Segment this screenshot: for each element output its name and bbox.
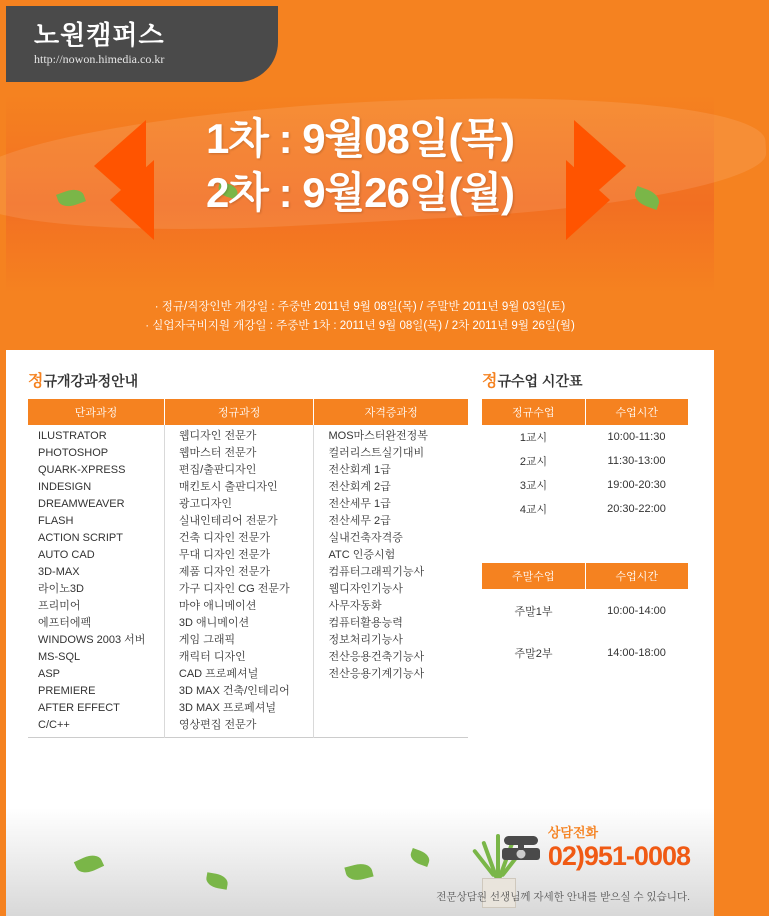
- list-item: 실내인테리어 전문가: [178, 515, 278, 527]
- course-header-1: 정규과정: [164, 399, 314, 425]
- list-item: 정보처리기능사: [328, 634, 403, 646]
- hero-line-1: 1차 : 9월08일(목): [205, 115, 515, 162]
- list-item: CAD 프로페셔널: [178, 668, 259, 680]
- footer-note: 전문상담원 선생님께 자세한 안내를 받으실 수 있습니다.: [436, 891, 690, 903]
- list-item: 컴퓨터그래픽기능사: [328, 566, 425, 578]
- weekend-header-0: 주말수업: [482, 563, 585, 589]
- list-item: 전산회계 1급: [328, 464, 391, 476]
- list-item: QUARK-XPRESS: [38, 464, 126, 476]
- notice-strip: [6, 294, 714, 350]
- table-row: [482, 589, 688, 623]
- list-item: PREMIERE: [38, 685, 96, 697]
- list-item: 전산세무 1급: [328, 498, 391, 510]
- weekend-header-row: [482, 563, 688, 589]
- hero-line-2: 2차 : 9월26일(월): [205, 169, 515, 216]
- weekday-time: 20:30-22:00: [607, 503, 666, 515]
- weekend-time: 10:00-14:00: [607, 605, 666, 617]
- list-item: ATC 인증시험: [328, 549, 396, 561]
- table-row: [482, 425, 688, 449]
- schedule-title-rest: 규수업 시간표: [497, 373, 583, 389]
- list-item: 프리미어: [38, 600, 81, 612]
- list-item: 마야 애니메이션: [178, 600, 257, 612]
- weekday-time: 19:00-20:30: [607, 479, 666, 491]
- list-item: 전산회계 2급: [328, 481, 391, 493]
- course-title-first-char: 정: [28, 373, 44, 390]
- list-item: PHOTOSHOP: [38, 447, 109, 459]
- list-item: 웹디자인기능사: [328, 583, 403, 595]
- list-item: MOS마스터완전정복: [328, 430, 428, 442]
- course-col-single: [28, 425, 164, 738]
- course-header-2: 자격증과정: [314, 399, 468, 425]
- schedule-title-first-char: 정: [482, 373, 498, 390]
- list-item: 가구 디자인 CG 전문가: [178, 583, 290, 595]
- list-item: 광고디자인: [178, 498, 233, 510]
- weekday-period: 1교시: [519, 432, 548, 444]
- list-item: DREAMWEAVER: [38, 498, 125, 510]
- table-row: [482, 497, 688, 521]
- phone-number[interactable]: 02)951-0008: [547, 841, 690, 871]
- list-item: AUTO CAD: [38, 549, 95, 561]
- phone-label: 상담전화: [547, 825, 599, 840]
- list-item: MS-SQL: [38, 651, 81, 663]
- weekday-header-0: 정규수업: [482, 399, 585, 425]
- weekday-header-row: [482, 399, 688, 425]
- list-item: 웹마스터 전문가: [178, 447, 257, 459]
- list-item: FLASH: [38, 515, 74, 527]
- table-row: [482, 473, 688, 497]
- campus-logo-tab: [6, 6, 278, 82]
- weekday-schedule-table: [482, 399, 688, 521]
- course-col-certificate: [314, 425, 468, 738]
- list-item: 캐릭터 디자인: [178, 651, 246, 663]
- list-item: 3D-MAX: [38, 566, 80, 578]
- leaf-icon: [74, 851, 104, 876]
- weekday-period: 2교시: [519, 456, 548, 468]
- course-title-rest: 규개강과정안내: [43, 373, 139, 389]
- schedule-section-title: [482, 368, 688, 391]
- list-item: 실내건축자격증: [328, 532, 403, 544]
- weekend-time: 14:00-18:00: [607, 647, 666, 659]
- list-item: WINDOWS 2003 서버: [38, 634, 146, 646]
- list-item: 전산응용기계기능사: [328, 668, 425, 680]
- page-header: [6, 6, 714, 94]
- telephone-icon: [498, 830, 544, 864]
- leaf-icon: [344, 861, 373, 883]
- list-item: 매킨토시 출판디자인: [178, 481, 278, 493]
- list-item: C/C++: [38, 719, 70, 731]
- weekend-period: 주말2부: [514, 648, 553, 660]
- table-row: [28, 425, 468, 738]
- table-row: [482, 623, 688, 665]
- list-item: ASP: [38, 668, 61, 680]
- list-item: ACTION SCRIPT: [38, 532, 123, 544]
- notice-line-1: · 정규/직장인반 개강일 : 주중반 2011년 9월 08일(목) / 주말반 2011년 9월 03일(토): [154, 301, 566, 313]
- list-item: 3D MAX 건축/인테리어: [178, 685, 290, 697]
- list-item: 컬러리스트실기대비: [328, 447, 425, 459]
- contact-block: [492, 822, 690, 871]
- course-table: [28, 399, 468, 738]
- leaf-icon: [408, 848, 431, 867]
- list-item: 게임 그래픽: [178, 634, 236, 646]
- weekday-time: 11:30-13:00: [607, 455, 666, 467]
- weekday-header-1: 수업시간: [585, 399, 688, 425]
- table-row: [482, 449, 688, 473]
- campus-url[interactable]: http://nowon.himedia.co.kr: [34, 52, 165, 66]
- list-item: 컴퓨터활용능력: [328, 617, 403, 629]
- course-table-header-row: [28, 399, 468, 425]
- list-item: 라이노3D: [38, 583, 84, 595]
- course-section: [28, 368, 468, 738]
- list-item: 편집/출판디자인: [178, 464, 257, 476]
- hero-banner: [6, 94, 714, 294]
- schedule-spacer: [482, 521, 688, 563]
- list-item: 영상편집 전문가: [178, 719, 257, 731]
- list-item: 사무자동화: [328, 600, 382, 612]
- weekday-time: 10:00-11:30: [607, 431, 666, 443]
- weekend-schedule-table: [482, 563, 688, 665]
- weekend-period: 주말1부: [514, 606, 553, 618]
- poster-page: [6, 6, 714, 903]
- list-item: 에프터에펙: [38, 617, 92, 629]
- list-item: 건축 디자인 전문가: [178, 532, 271, 544]
- weekend-header-1: 수업시간: [585, 563, 688, 589]
- list-item: 전산세무 2급: [328, 515, 391, 527]
- course-col-regular: [164, 425, 314, 738]
- list-item: INDESIGN: [38, 481, 92, 493]
- list-item: 3D 애니메이션: [178, 617, 250, 629]
- list-item: ILUSTRATOR: [38, 430, 107, 442]
- hero-text: [6, 112, 714, 220]
- campus-name: 노원캠퍼스: [34, 20, 165, 50]
- weekday-period: 4교시: [519, 504, 548, 516]
- list-item: 제품 디자인 전문가: [178, 566, 271, 578]
- main-content: [6, 350, 714, 808]
- course-table-body: [28, 425, 468, 738]
- schedule-section: [482, 368, 688, 738]
- list-item: 무대 디자인 전문가: [178, 549, 271, 561]
- notice-line-2: · 실업자국비지원 개강일 : 주중반 1차 : 2011년 9월 08일(목) / 2차 2011년 9월 26일(월): [145, 320, 575, 332]
- list-item: 웹디자인 전문가: [178, 430, 257, 442]
- weekday-period: 3교시: [519, 480, 548, 492]
- list-item: 3D MAX 프로페셔널: [178, 702, 277, 714]
- leaf-icon: [205, 872, 229, 890]
- course-header-0: 단과과정: [28, 399, 164, 425]
- page-footer: [6, 808, 714, 916]
- list-item: 전산응용건축기능사: [328, 651, 425, 663]
- list-item: AFTER EFFECT: [38, 702, 120, 714]
- weekday-body: [482, 425, 688, 521]
- course-section-title: [28, 368, 468, 391]
- weekend-body: [482, 589, 688, 665]
